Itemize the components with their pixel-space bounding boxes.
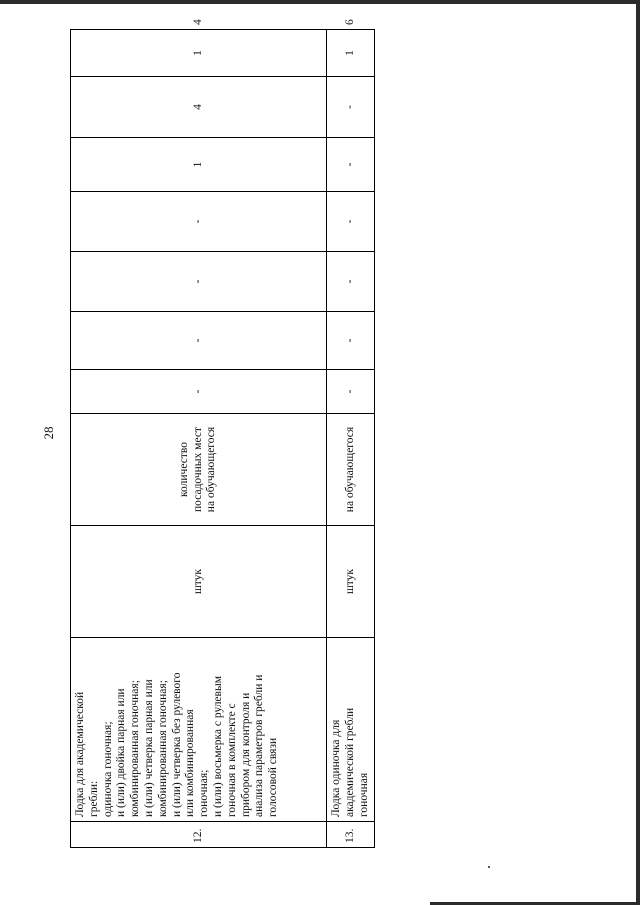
value-cell: - [327, 138, 375, 192]
item-name: Лодка одиночка для академической гребли гоночная [327, 638, 375, 822]
rotated-table [70, 19, 371, 848]
measure-cell: количество посадочных мест на обучающегося [71, 414, 327, 526]
value-cell: - [71, 252, 327, 312]
table-row: 12. Лодка для академической гребли: одиночка гоночная; и (или) двойка парная или комбинированная гоночная; и (или) четверка парная или комбинированная гоночная; и (или) четверка без рулевого или комбинированная гоночная; и (или) восьмерка с рулевым гоночная в комплекте с прибором для контроля и анализа параметров гребли и голосовой связи штук количество посадочных мест на обучающегося - - - - 1 4 1 4 [71, 30, 327, 848]
value-cell: - [327, 370, 375, 414]
value-cell: 1 [327, 30, 375, 77]
page-number: 28 [41, 426, 56, 440]
scan-edge [0, 0, 640, 4]
table-row: 13. Лодка одиночка для академической гребли гоночная штук на обучающегося - - - - - - 1 6 [327, 30, 375, 848]
value-cell: - [327, 77, 375, 138]
equipment-table-region [70, 19, 371, 848]
item-name: Лодка для академической гребли: одиночка гоночная; и (или) двойка парная или комбинированная гоночная; и (или) четверка парная или комбинированная гоночная; и (или) четверка без рулевого или комбинированная гоночная; и (или) восьмерка с рулевым гоночная в комплекте с прибором для контроля и анализа параметров гребли и голосовой связи [71, 638, 327, 822]
unit-cell: штук [71, 526, 327, 638]
value-cell: 1 [71, 30, 327, 77]
value-cell: - [71, 192, 327, 252]
value-cell: 1 [71, 138, 327, 192]
row-number: 12. [71, 822, 327, 848]
value-cell: - [327, 312, 375, 370]
value-cell: - [327, 252, 375, 312]
scan-speck [488, 866, 490, 868]
value-cell: - [71, 312, 327, 370]
measure-cell: на обучающегося [327, 414, 375, 526]
value-cell: 4 [71, 77, 327, 138]
row-number: 13. [327, 822, 375, 848]
value-cell: - [327, 192, 375, 252]
unit-cell: штук [327, 526, 375, 638]
scan-edge [636, 0, 640, 905]
equipment-table [70, 19, 375, 848]
value-cell: - [71, 370, 327, 414]
